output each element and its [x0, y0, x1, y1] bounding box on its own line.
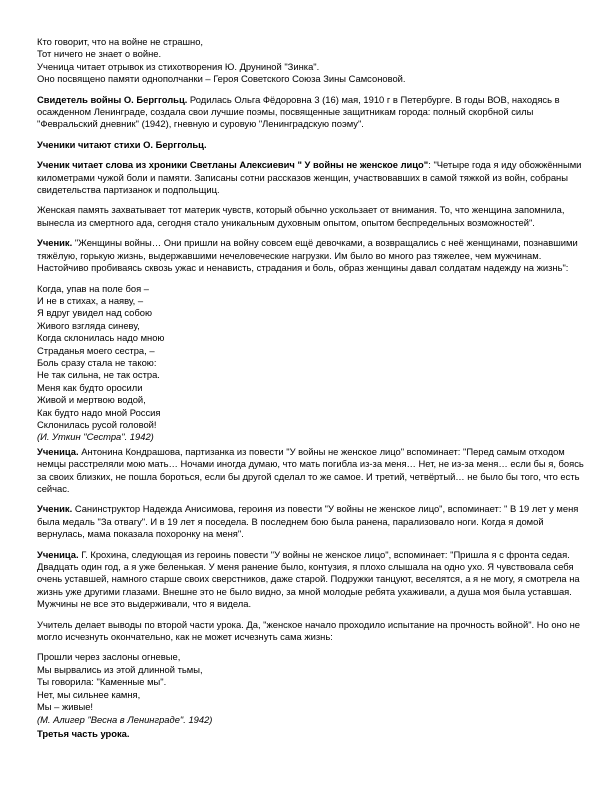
student3-label: Ученик.	[37, 503, 73, 515]
intro-line: Ученица читает отрывок из стихотворения Ю. Друниной "Зинка".	[37, 60, 320, 72]
berggolts-text: Родилась Ольга Фёдоровна 3 (16) мая, 1910 г в Петербурге. В годы ВОВ, находясь в осажденном Ленинграде, создала свои лучшие поэмы, посвященные защитникам города: полный скорбной силы "Февральский дневник" (1942), гневную и суровую "Ленинградскую поэму".	[37, 93, 560, 130]
poem-line: Как будто надо мной Россия	[37, 406, 161, 418]
poem-line: И не в стихах, а наяву, –	[37, 294, 144, 306]
students-read-berggolts: Ученики читают стихи О. Берггольц.	[37, 138, 207, 150]
intro-line: Тот ничего не знает о войне.	[37, 48, 162, 60]
poem-line: Боль сразу стала не такою:	[37, 356, 157, 368]
berggolts-label: Свидетель войны О. Берггольц.	[37, 93, 188, 105]
student2-paragraph	[37, 446, 586, 496]
poem-line: Живого взгляда синеву,	[37, 319, 140, 331]
poem-line: Когда склонилась надо мною	[37, 332, 165, 344]
poem-line: Мы вырвались из этой длинной тьмы,	[37, 663, 203, 675]
chronicle-label: Ученик читает слова из хроники Светланы Алексиевич " У войны не женское лицо"	[37, 159, 429, 171]
poem-attribution: (И. Уткин "Сестра". 1942)	[37, 431, 154, 443]
poem-line: Меня как будто оросили	[37, 381, 143, 393]
berggolts-paragraph	[37, 94, 586, 131]
student2-text: Антонина Кондрашова, партизанка из повести "У войны не женское лицо" вспоминает: "Перед самым отходом немцы расстреляли мою мать… Ночами иногда думаю, что мать погибла из-за меня… Нет, не из-за меня… если бы я, боясь за своих близких, не пошла бороться, если бы другой сделал то же самое. И третий, четвёртый… не было бы того, что есть сейчас.	[37, 445, 584, 494]
memory-paragraph: Женская память захватывает тот материк чувств, который обычно ускользает от внимания. То, что женщина запомнила, вынесла из смертного ада, сегодня стало уникальным духовным опытом, опытом беспредельных возможностей".	[37, 204, 565, 228]
student3-text: Санинструктор Надежда Анисимова, героиня из повести "У войны не женское лицо", вспоминает: " В 19 лет у меня была медаль "За отвагу". И в 19 лет я поседела. В последнем бою была ранена, парализовало ноги. Когда я домой вернулась, мама показала похоронку на меня".	[37, 503, 579, 540]
poem-line: Склонилась русой головой!	[37, 418, 157, 430]
poem-attribution: (М. Алигер "Весна в Ленинграде". 1942)	[37, 713, 213, 725]
poem-line: Когда, упав на поле боя –	[37, 282, 149, 294]
student1-label: Ученик.	[37, 237, 73, 249]
intro-line: Кто говорит, что на войне не страшно,	[37, 36, 204, 47]
poem-line: Живой и мертвою водой,	[37, 394, 146, 406]
poem-line: Страданья моего сестра, –	[37, 344, 155, 356]
intro-line: Оно посвящено памяти однополчанки – Героя Советского Союза Зины Самсоновой.	[37, 73, 406, 85]
poem-line: Ты говорила: "Каменные мы".	[37, 676, 167, 688]
poem-line: Не так сильна, не так остра.	[37, 369, 160, 381]
chronicle-text: : "Четыре года я иду обожжёнными километрами чужой боли и памяти. Записаны сотни рассказов женщин, участвовавших в самой тяжкой из войн, собраны свидетельства партизанок и подпольщиц.	[37, 159, 582, 196]
poem-aliger	[37, 651, 586, 725]
student4-label: Ученица.	[37, 548, 79, 560]
student1-paragraph	[37, 237, 586, 274]
poem-utkin	[37, 283, 586, 444]
student4-paragraph	[37, 549, 586, 611]
student3-paragraph	[37, 503, 586, 540]
student2-label: Ученица.	[37, 445, 79, 457]
part3-heading: Третья часть урока.	[37, 727, 130, 739]
teacher-paragraph: Учитель делает выводы по второй части урока. Да, "женское начало проходило испытание на прочность войной". Но оно не могло исчезнуть окончательно, как не может исчезнуть сама жизнь:	[37, 618, 580, 643]
chronicle-paragraph	[37, 159, 586, 196]
student1-text: "Женщины войны… Они пришли на войну совсем ещё девочками, а возвращались с неё женщинами, познавшими тяжёлую, горькую жизнь, выдержавшими нечеловеческие нагрузки. Им было во много раз тяжелее, чем мужчинам. Настойчиво пробиваясь сквозь ужас и ненависть, страдания и боль, образ женщины давал солдатам надежду на жизнь":	[37, 237, 578, 274]
student4-text: Г. Крохина, следующая из героинь повести "У войны не женское лицо", вспоминает: "Пришла я с фронта седая. Двадцать один год, а я уже беленькая. У меня ранение было, контузия, я плохо слышала на одно ухо. Я чувствовала себя очень уставшей, намного старше своих сверстников, даже старой. Подружки танцуют, веселятся, а я не могу, я смотрела на жизнь уже другими глазами. Внешне это не было видно, за мной молодые ребята ухаживали, а душа моя была уставшая. Мужчины не все это выдерживали, что я видела.	[37, 548, 580, 610]
intro-block	[37, 36, 586, 86]
poem-line: Прошли через заслоны огневые,	[37, 651, 181, 663]
poem-line: Я вдруг увидел над собою	[37, 307, 152, 319]
poem-line: Мы – живые!	[37, 701, 94, 713]
poem-line: Нет, мы сильнее камня,	[37, 688, 141, 700]
